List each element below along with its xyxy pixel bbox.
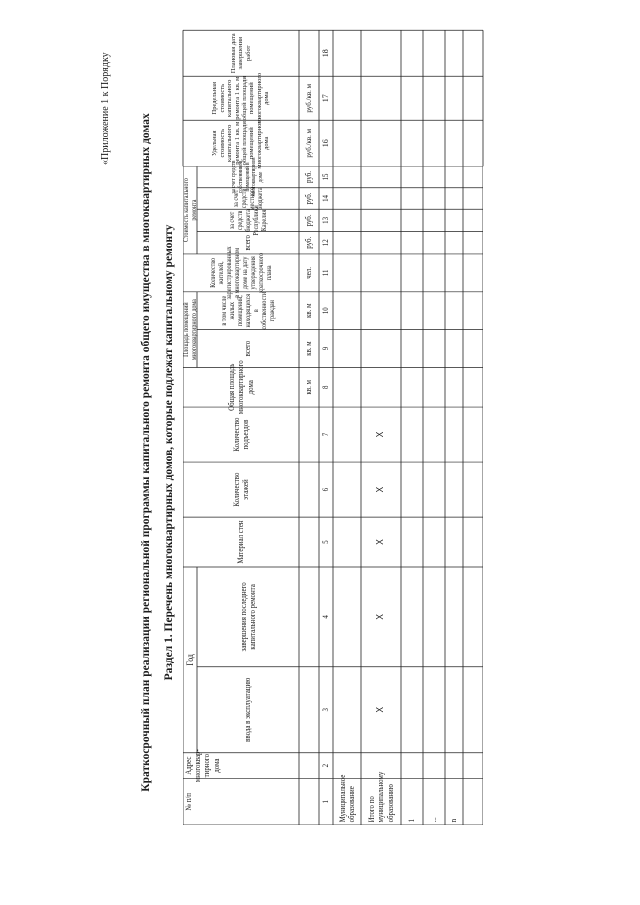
- row-label: ...: [429, 817, 439, 823]
- unit-unit-cost: руб./кв. м: [304, 128, 313, 158]
- not-applicable-mark: X: [375, 431, 387, 438]
- row-label: 1: [407, 818, 417, 823]
- not-applicable-mark: X: [375, 486, 387, 493]
- column-number: 2: [321, 763, 331, 768]
- header-num: № п/п: [184, 793, 193, 811]
- header-cost-total: всего: [243, 235, 253, 251]
- header-total-area: Общая площадь многоквартирного дома: [227, 360, 255, 415]
- header-cost-owners: за счет средств собственников помещений в многоквартирном доме: [230, 157, 265, 197]
- column-number: 13: [321, 216, 331, 224]
- header-cost-local: за счет средств местного бюджета: [231, 186, 265, 211]
- header-premises-total: всего: [243, 340, 253, 357]
- unit-premises-total: кв. м: [304, 341, 314, 356]
- not-applicable-mark: X: [375, 706, 387, 713]
- header-floors: Количество этажей: [231, 472, 250, 507]
- not-applicable-mark: X: [375, 539, 387, 545]
- column-number: 8: [321, 385, 331, 389]
- column-number: 9: [321, 346, 331, 351]
- document-title: Краткосрочный план реализации региональной программы капитального ремонта общего имущества в многоквартирных домах: [140, 113, 152, 792]
- header-cost-regional: за счет средств бюджета Республики Карелия: [227, 205, 269, 236]
- header-max-cost: Предельная стоимость капитального ремонта 1 кв. м общей площади помещений многоквартирного дома: [211, 72, 271, 124]
- header-entrances: Количество подъездов: [231, 417, 250, 452]
- header-unit-cost: Удельная стоимость капитального ремонта 1 кв. м общей площади помещений многоквартирного дома: [211, 117, 271, 169]
- column-number: 3: [321, 708, 331, 712]
- column-number: 7: [321, 432, 331, 437]
- header-wall-material: Материал стен: [236, 520, 246, 564]
- row-label: n: [449, 818, 459, 823]
- column-number: 5: [321, 540, 331, 544]
- unit-cost-regional: руб.: [304, 214, 314, 227]
- header-cost: Стоимость капитального ремонта: [181, 178, 198, 243]
- unit-max-cost: руб./кв. м: [304, 83, 313, 113]
- unit-cost-total: руб.: [304, 236, 314, 249]
- column-number: 1: [321, 800, 331, 804]
- column-number: 10: [321, 307, 331, 315]
- row-label: Муниципальное образование: [337, 774, 356, 823]
- column-number: 14: [321, 195, 331, 202]
- column-number: 16: [321, 139, 331, 148]
- unit-total-area: кв. м: [304, 380, 314, 395]
- header-address: Адрес многоквар-тирного дома: [184, 749, 221, 783]
- header-year-last-repair: завершения последнего капитального ремонта: [238, 582, 257, 652]
- header-completion-date: Плановая дата завершения работ: [229, 33, 252, 74]
- column-number: 11: [321, 269, 331, 277]
- section-heading: Раздел 1. Перечень многоквартирных домов, которые подлежат капитальному ремонту: [163, 224, 175, 681]
- column-number: 17: [321, 94, 331, 103]
- row-label: Итого по муниципальному образованию: [367, 771, 395, 823]
- unit-cost-local: руб.: [304, 192, 314, 205]
- header-year: Год: [184, 654, 195, 666]
- unit-premises-residential: кв. м: [304, 303, 314, 318]
- unit-cost-owners: руб.: [304, 171, 314, 183]
- header-premises-area: Площадь помещений многоквартирного дома: [181, 299, 198, 361]
- header-residents: Количество жителей, зарегистрированных в многоквартирном доме на дату утверждения краткосрочного плана: [208, 246, 274, 300]
- column-number: 12: [321, 239, 331, 247]
- column-number: 6: [321, 487, 331, 492]
- unit-residents: чел.: [304, 267, 314, 279]
- appendix-note: «Приложение 1 к Порядку: [100, 52, 111, 165]
- not-applicable-mark: X: [375, 614, 387, 620]
- header-year-commission: ввода в эксплуатацию: [243, 677, 253, 742]
- repair-plan-table: [181, 157, 483, 825]
- column-number: 15: [321, 173, 331, 181]
- column-number: 4: [321, 615, 331, 619]
- header-premises-residential: в том числе жилых помещений, находящихся в собственности граждан: [219, 291, 277, 330]
- column-number: 18: [321, 49, 331, 58]
